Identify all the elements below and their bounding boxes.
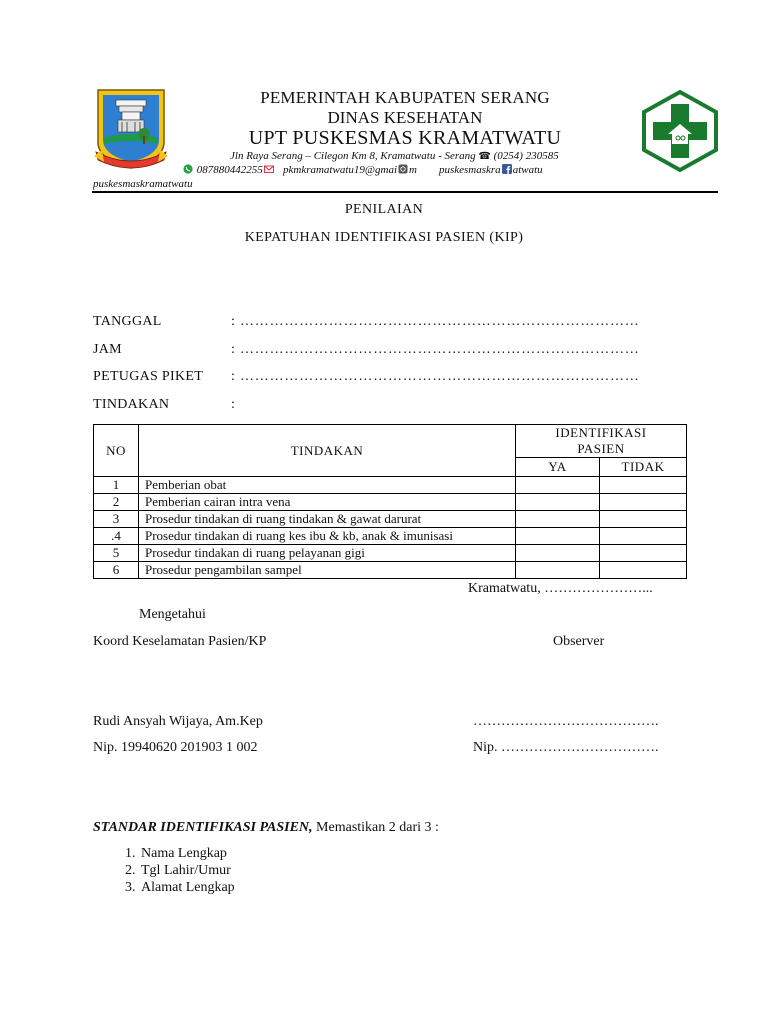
cell-tidak[interactable]: [600, 477, 687, 494]
facebook-handle: puskesmaskramatwatu: [93, 178, 193, 190]
table-row: [94, 511, 687, 528]
identifikasi-label: IDENTIFIKASI PASIEN: [555, 425, 647, 456]
right-signatory-nip[interactable]: Nip. …………………………….: [473, 740, 659, 755]
header-institution: UPT PUSKESMAS KRAMATWATU: [248, 127, 562, 149]
field-label-jam: JAM: [93, 342, 122, 357]
criteria-list: [93, 845, 235, 896]
standard-heading: STANDAR IDENTIFIKASI PASIEN,: [93, 820, 313, 835]
header-contacts: [182, 164, 543, 176]
instagram-handle-suffix: atwatu: [512, 164, 543, 176]
mengetahui-label: Mengetahui: [139, 607, 206, 622]
standard-text: Memastikan 2 dari 3 :: [312, 820, 439, 835]
row-action: Prosedur tindakan di ruang pelayanan gigi: [139, 545, 516, 562]
field-value-tanggal[interactable]: : ………………………………………………………………………: [231, 314, 640, 329]
list-item: 1. Nama Lengkap: [139, 845, 235, 862]
puskesmas-cross-logo: [642, 90, 718, 172]
left-signatory-name: Rudi Ansyah Wijaya, Am.Kep: [93, 714, 263, 729]
cell-tidak[interactable]: [600, 562, 687, 579]
row-number: 2: [94, 494, 139, 511]
cell-tidak[interactable]: [600, 494, 687, 511]
email-icon: [264, 164, 274, 174]
address-text: Jln Raya Serang – Cilegon Km 8, Kramatwatu - Serang: [230, 150, 476, 162]
field-label-petugas-piket: PETUGAS PIKET: [93, 369, 204, 384]
row-number: 3: [94, 511, 139, 528]
row-action: Pemberian cairan intra vena: [139, 494, 516, 511]
field-value-tindakan: :: [231, 397, 236, 412]
column-header-ya: YA: [516, 458, 600, 477]
table-row: [94, 494, 687, 511]
table-row: [94, 562, 687, 579]
cell-ya[interactable]: [516, 528, 600, 545]
whatsapp-number: 087880442255: [196, 164, 263, 176]
row-action: Prosedur pengambilan sampel: [139, 562, 516, 579]
cell-tidak[interactable]: [600, 545, 687, 562]
table-row: [94, 528, 687, 545]
cell-ya[interactable]: [516, 511, 600, 528]
facebook-icon: [502, 164, 512, 174]
list-item: 2. Tgl Lahir/Umur: [139, 862, 235, 879]
row-action: Prosedur tindakan di ruang tindakan & gawat darurat: [139, 511, 516, 528]
assessment-table: [93, 424, 687, 579]
column-header-tindakan: TINDAKAN: [139, 425, 516, 477]
column-header-no: NO: [94, 425, 139, 477]
instagram-icon: [398, 164, 408, 174]
cell-tidak[interactable]: [600, 511, 687, 528]
row-action: Pemberian obat: [139, 477, 516, 494]
left-signatory-nip: Nip. 19940620 201903 1 002: [93, 740, 258, 755]
field-label-tanggal: TANGGAL: [93, 314, 162, 329]
row-number: .4: [94, 528, 139, 545]
cell-ya[interactable]: [516, 494, 600, 511]
field-label-tindakan: TINDAKAN: [93, 397, 170, 412]
table-header-row: [94, 425, 687, 458]
row-number: 1: [94, 477, 139, 494]
email-tail: m: [409, 164, 417, 176]
place-date[interactable]: Kramatwatu, …………………...: [468, 581, 653, 596]
field-value-jam[interactable]: : ………………………………………………………………………: [231, 342, 640, 357]
whatsapp-icon: [183, 164, 193, 174]
column-header-identifikasi: [516, 425, 687, 458]
field-value-petugas-piket[interactable]: : ………………………………………………………………………: [231, 369, 640, 384]
email-address: pkmkramatwatu19@gmai: [283, 164, 398, 176]
cell-ya[interactable]: [516, 545, 600, 562]
office-phone: (0254) 230585: [493, 150, 559, 162]
table-row: [94, 477, 687, 494]
cell-ya[interactable]: [516, 477, 600, 494]
table-row: [94, 545, 687, 562]
header-divider: [92, 191, 718, 193]
document-subtitle: KEPATUHAN IDENTIFIKASI PASIEN (KIP): [244, 230, 524, 245]
right-signatory-name[interactable]: ………………………………….: [473, 714, 659, 729]
phone-icon: ☎: [478, 151, 491, 162]
header-government: PEMERINTAH KABUPATEN SERANG: [260, 88, 550, 107]
column-header-tidak: TIDAK: [600, 458, 687, 477]
header-address: [230, 150, 630, 162]
instagram-handle-prefix: puskesmaskra: [438, 164, 501, 176]
cell-tidak[interactable]: [600, 528, 687, 545]
cell-ya[interactable]: [516, 562, 600, 579]
left-signatory-role: Koord Keselamatan Pasien/KP: [93, 634, 267, 649]
right-signatory-role: Observer: [553, 634, 605, 649]
row-number: 6: [94, 562, 139, 579]
row-action: Prosedur tindakan di ruang kes ibu & kb, anak & imunisasi: [139, 528, 516, 545]
document-title: PENILAIAN: [344, 202, 424, 217]
standard-statement: [93, 820, 439, 836]
list-item: 3. Alamat Lengkap: [139, 879, 235, 896]
row-number: 5: [94, 545, 139, 562]
header-department: DINAS KESEHATAN: [327, 108, 483, 127]
kabupaten-serang-emblem: [94, 86, 168, 172]
